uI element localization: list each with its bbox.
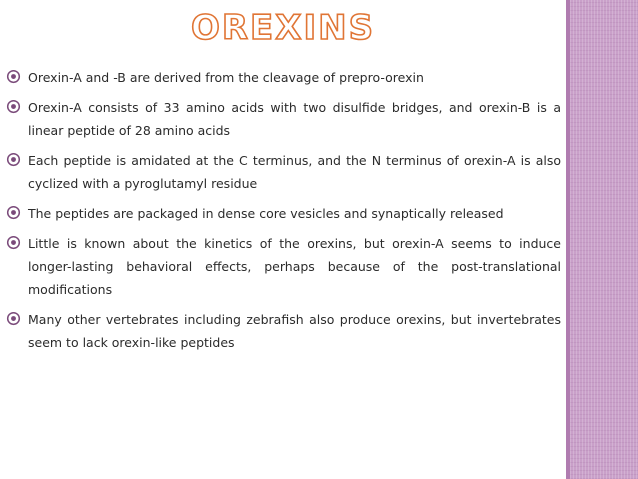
bullet-item — [6, 96, 561, 142]
bullet-text: Many other vertebrates including zebrafish also produce orexins, but invertebrates seem to lack orexin-like peptides — [28, 312, 561, 350]
target-bullet-icon — [6, 69, 21, 84]
bullet-item — [6, 232, 561, 301]
bullet-item — [6, 202, 561, 225]
bullet-item — [6, 149, 561, 195]
target-bullet-icon — [6, 311, 21, 326]
slide-title: OREXINS — [190, 8, 376, 48]
bullet-text: Each peptide is amidated at the C terminus, and the N terminus of orexin-A is also cyclized with a pyroglutamyl residue — [28, 153, 561, 191]
target-bullet-icon — [6, 235, 21, 250]
decorative-sidebar — [570, 0, 638, 479]
bullet-text: Orexin-A and -B are derived from the cleavage of prepro-orexin — [28, 70, 424, 85]
bullet-text: Little is known about the kinetics of the orexins, but orexin-A seems to induce longer-lasting behavioral effects, perhaps because of the post-translational modifications — [28, 236, 561, 297]
target-bullet-icon — [6, 99, 21, 114]
bullet-list — [6, 66, 561, 361]
bullet-text: Orexin-A consists of 33 amino acids with two disulfide bridges, and orexin-B is a linear peptide of 28 amino acids — [28, 100, 561, 138]
bullet-item — [6, 308, 561, 354]
target-bullet-icon — [6, 152, 21, 167]
bullet-item — [6, 66, 561, 89]
bullet-text: The peptides are packaged in dense core vesicles and synaptically released — [28, 206, 504, 221]
target-bullet-icon — [6, 205, 21, 220]
